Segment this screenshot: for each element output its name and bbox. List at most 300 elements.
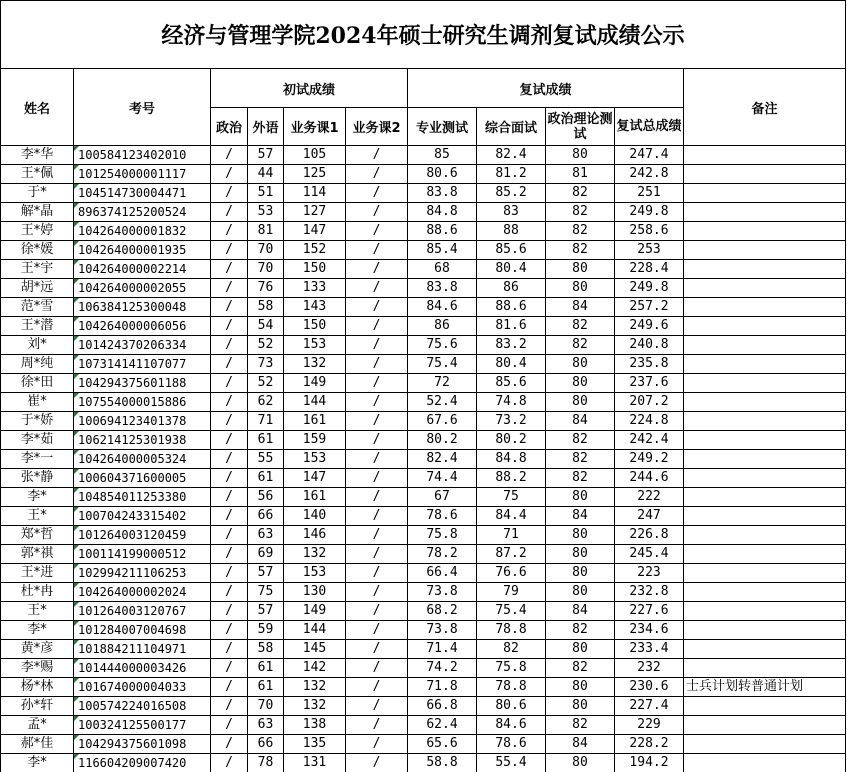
cell-course2[interactable]: / (346, 602, 408, 621)
cell-exam-id[interactable]: 896374125200524 (74, 203, 211, 222)
cell-politics-theory[interactable]: 81 (546, 165, 615, 184)
cell-course1[interactable]: 131 (284, 754, 346, 772)
cell-politics[interactable]: / (211, 298, 248, 317)
cell-name[interactable]: 杨*林 (1, 678, 74, 697)
cell-course2[interactable]: / (346, 222, 408, 241)
cell-language[interactable]: 61 (248, 678, 284, 697)
cell-politics-theory[interactable]: 80 (546, 488, 615, 507)
cell-professional-test[interactable]: 67.6 (408, 412, 477, 431)
cell-course1[interactable]: 132 (284, 355, 346, 374)
cell-course2[interactable]: / (346, 279, 408, 298)
cell-politics-theory[interactable]: 80 (546, 260, 615, 279)
cell-retest-total[interactable]: 240.8 (615, 336, 684, 355)
cell-politics-theory[interactable]: 82 (546, 469, 615, 488)
cell-interview[interactable]: 84.8 (477, 450, 546, 469)
cell-language[interactable]: 54 (248, 317, 284, 336)
cell-exam-id[interactable]: 101674000004033 (74, 678, 211, 697)
cell-language[interactable]: 70 (248, 697, 284, 716)
cell-note[interactable] (684, 735, 846, 754)
cell-note[interactable] (684, 488, 846, 507)
cell-interview[interactable]: 75.4 (477, 602, 546, 621)
cell-course1[interactable]: 130 (284, 583, 346, 602)
cell-politics[interactable]: / (211, 412, 248, 431)
cell-exam-id[interactable]: 106384125300048 (74, 298, 211, 317)
cell-politics-theory[interactable]: 80 (546, 279, 615, 298)
cell-name[interactable]: 刘* (1, 336, 74, 355)
cell-course1[interactable]: 153 (284, 564, 346, 583)
cell-exam-id[interactable]: 104264000005324 (74, 450, 211, 469)
cell-politics[interactable]: / (211, 241, 248, 260)
cell-name[interactable]: 郑*哲 (1, 526, 74, 545)
cell-name[interactable]: 胡*远 (1, 279, 74, 298)
cell-language[interactable]: 66 (248, 507, 284, 526)
cell-politics[interactable]: / (211, 374, 248, 393)
cell-retest-total[interactable]: 226.8 (615, 526, 684, 545)
cell-exam-id[interactable]: 100574224016508 (74, 697, 211, 716)
cell-exam-id[interactable]: 100604371600005 (74, 469, 211, 488)
cell-politics[interactable]: / (211, 450, 248, 469)
cell-course1[interactable]: 127 (284, 203, 346, 222)
cell-exam-id[interactable]: 104294375601188 (74, 374, 211, 393)
cell-professional-test[interactable]: 78.6 (408, 507, 477, 526)
cell-politics-theory[interactable]: 80 (546, 526, 615, 545)
cell-exam-id[interactable]: 101884211104971 (74, 640, 211, 659)
cell-note[interactable] (684, 355, 846, 374)
cell-exam-id[interactable]: 100324125500177 (74, 716, 211, 735)
cell-politics[interactable]: / (211, 507, 248, 526)
cell-course1[interactable]: 159 (284, 431, 346, 450)
cell-course2[interactable]: / (346, 184, 408, 203)
cell-retest-total[interactable]: 237.6 (615, 374, 684, 393)
cell-course2[interactable]: / (346, 507, 408, 526)
cell-course1[interactable]: 140 (284, 507, 346, 526)
cell-professional-test[interactable]: 75.4 (408, 355, 477, 374)
cell-language[interactable]: 70 (248, 260, 284, 279)
cell-politics[interactable]: / (211, 146, 248, 165)
cell-name[interactable]: 王* (1, 507, 74, 526)
cell-politics[interactable]: / (211, 165, 248, 184)
cell-interview[interactable]: 79 (477, 583, 546, 602)
cell-politics[interactable]: / (211, 336, 248, 355)
cell-language[interactable]: 59 (248, 621, 284, 640)
cell-politics-theory[interactable]: 82 (546, 659, 615, 678)
cell-name[interactable]: 王*宇 (1, 260, 74, 279)
cell-name[interactable]: 张*静 (1, 469, 74, 488)
cell-course1[interactable]: 161 (284, 412, 346, 431)
cell-exam-id[interactable]: 116604209007420 (74, 754, 211, 772)
cell-course2[interactable]: / (346, 412, 408, 431)
cell-name[interactable]: 王* (1, 602, 74, 621)
cell-language[interactable]: 61 (248, 431, 284, 450)
cell-politics[interactable]: / (211, 260, 248, 279)
cell-politics-theory[interactable]: 82 (546, 241, 615, 260)
cell-interview[interactable]: 88.6 (477, 298, 546, 317)
cell-name[interactable]: 黄*彦 (1, 640, 74, 659)
cell-language[interactable]: 63 (248, 526, 284, 545)
cell-name[interactable]: 徐*田 (1, 374, 74, 393)
cell-exam-id[interactable]: 104264000001935 (74, 241, 211, 260)
cell-language[interactable]: 66 (248, 735, 284, 754)
cell-politics[interactable]: / (211, 659, 248, 678)
cell-course2[interactable]: / (346, 355, 408, 374)
cell-language[interactable]: 44 (248, 165, 284, 184)
cell-exam-id[interactable]: 101424370206334 (74, 336, 211, 355)
cell-note[interactable] (684, 222, 846, 241)
cell-exam-id[interactable]: 101254000001117 (74, 165, 211, 184)
cell-politics[interactable]: / (211, 526, 248, 545)
cell-course1[interactable]: 147 (284, 469, 346, 488)
cell-exam-id[interactable]: 104264000001832 (74, 222, 211, 241)
cell-language[interactable]: 61 (248, 659, 284, 678)
cell-exam-id[interactable]: 100584123402010 (74, 146, 211, 165)
cell-note[interactable] (684, 602, 846, 621)
cell-course2[interactable]: / (346, 583, 408, 602)
cell-exam-id[interactable]: 100694123401378 (74, 412, 211, 431)
cell-note[interactable] (684, 716, 846, 735)
cell-course1[interactable]: 105 (284, 146, 346, 165)
cell-note[interactable] (684, 640, 846, 659)
cell-note[interactable] (684, 317, 846, 336)
cell-professional-test[interactable]: 71.4 (408, 640, 477, 659)
cell-exam-id[interactable]: 104264000002024 (74, 583, 211, 602)
cell-note[interactable] (684, 241, 846, 260)
cell-name[interactable]: 徐*媛 (1, 241, 74, 260)
cell-exam-id[interactable]: 104264000002055 (74, 279, 211, 298)
cell-course2[interactable]: / (346, 564, 408, 583)
cell-course1[interactable]: 153 (284, 450, 346, 469)
cell-interview[interactable]: 88.2 (477, 469, 546, 488)
cell-politics-theory[interactable]: 80 (546, 146, 615, 165)
cell-professional-test[interactable]: 68 (408, 260, 477, 279)
cell-exam-id[interactable]: 101444000003426 (74, 659, 211, 678)
cell-note[interactable] (684, 431, 846, 450)
cell-course2[interactable]: / (346, 754, 408, 772)
cell-politics-theory[interactable]: 80 (546, 678, 615, 697)
cell-course2[interactable]: / (346, 716, 408, 735)
cell-note[interactable] (684, 526, 846, 545)
cell-exam-id[interactable]: 106214125301938 (74, 431, 211, 450)
cell-language[interactable]: 75 (248, 583, 284, 602)
cell-interview[interactable]: 73.2 (477, 412, 546, 431)
cell-interview[interactable]: 80.4 (477, 355, 546, 374)
cell-exam-id[interactable]: 107314141107077 (74, 355, 211, 374)
cell-note[interactable] (684, 697, 846, 716)
cell-interview[interactable]: 76.6 (477, 564, 546, 583)
cell-interview[interactable]: 83 (477, 203, 546, 222)
cell-name[interactable]: 王*婷 (1, 222, 74, 241)
cell-politics[interactable]: / (211, 583, 248, 602)
cell-course1[interactable]: 114 (284, 184, 346, 203)
cell-note[interactable] (684, 393, 846, 412)
cell-course2[interactable]: / (346, 393, 408, 412)
cell-course1[interactable]: 138 (284, 716, 346, 735)
cell-professional-test[interactable]: 82.4 (408, 450, 477, 469)
cell-course1[interactable]: 143 (284, 298, 346, 317)
cell-interview[interactable]: 78.8 (477, 621, 546, 640)
cell-note[interactable] (684, 165, 846, 184)
cell-exam-id[interactable]: 101284007004698 (74, 621, 211, 640)
cell-note[interactable] (684, 184, 846, 203)
cell-retest-total[interactable]: 207.2 (615, 393, 684, 412)
cell-language[interactable]: 69 (248, 545, 284, 564)
cell-politics-theory[interactable]: 80 (546, 583, 615, 602)
cell-course1[interactable]: 144 (284, 621, 346, 640)
cell-language[interactable]: 63 (248, 716, 284, 735)
cell-note[interactable] (684, 203, 846, 222)
cell-name[interactable]: 杜*冉 (1, 583, 74, 602)
cell-retest-total[interactable]: 228.4 (615, 260, 684, 279)
cell-exam-id[interactable]: 100704243315402 (74, 507, 211, 526)
cell-politics-theory[interactable]: 82 (546, 621, 615, 640)
cell-course1[interactable]: 150 (284, 317, 346, 336)
cell-politics[interactable]: / (211, 279, 248, 298)
cell-language[interactable]: 58 (248, 640, 284, 659)
cell-professional-test[interactable]: 85 (408, 146, 477, 165)
cell-language[interactable]: 62 (248, 393, 284, 412)
cell-politics-theory[interactable]: 82 (546, 336, 615, 355)
cell-interview[interactable]: 85.6 (477, 374, 546, 393)
cell-retest-total[interactable]: 251 (615, 184, 684, 203)
cell-politics[interactable]: / (211, 678, 248, 697)
cell-course1[interactable]: 150 (284, 260, 346, 279)
cell-name[interactable]: 王*潜 (1, 317, 74, 336)
cell-name[interactable]: 郝*佳 (1, 735, 74, 754)
cell-exam-id[interactable]: 100114199000512 (74, 545, 211, 564)
cell-name[interactable]: 李*一 (1, 450, 74, 469)
cell-politics[interactable]: / (211, 393, 248, 412)
cell-course1[interactable]: 149 (284, 374, 346, 393)
cell-politics-theory[interactable]: 84 (546, 735, 615, 754)
cell-note[interactable] (684, 507, 846, 526)
cell-exam-id[interactable]: 107554000015886 (74, 393, 211, 412)
cell-professional-test[interactable]: 75.6 (408, 336, 477, 355)
cell-note[interactable]: 士兵计划转普通计划 (684, 678, 846, 697)
cell-professional-test[interactable]: 74.4 (408, 469, 477, 488)
cell-course1[interactable]: 144 (284, 393, 346, 412)
cell-course2[interactable]: / (346, 298, 408, 317)
cell-language[interactable]: 51 (248, 184, 284, 203)
cell-course2[interactable]: / (346, 526, 408, 545)
cell-language[interactable]: 55 (248, 450, 284, 469)
cell-course2[interactable]: / (346, 165, 408, 184)
cell-exam-id[interactable]: 102994211106253 (74, 564, 211, 583)
cell-professional-test[interactable]: 83.8 (408, 279, 477, 298)
cell-interview[interactable]: 81.2 (477, 165, 546, 184)
cell-course1[interactable]: 161 (284, 488, 346, 507)
cell-exam-id[interactable]: 101264003120459 (74, 526, 211, 545)
cell-exam-id[interactable]: 104854011253380 (74, 488, 211, 507)
cell-politics-theory[interactable]: 82 (546, 716, 615, 735)
cell-course2[interactable]: / (346, 317, 408, 336)
cell-professional-test[interactable]: 66.8 (408, 697, 477, 716)
cell-course2[interactable]: / (346, 469, 408, 488)
cell-course1[interactable]: 132 (284, 697, 346, 716)
cell-interview[interactable]: 87.2 (477, 545, 546, 564)
cell-retest-total[interactable]: 235.8 (615, 355, 684, 374)
cell-retest-total[interactable]: 258.6 (615, 222, 684, 241)
cell-course2[interactable]: / (346, 374, 408, 393)
cell-politics[interactable]: / (211, 203, 248, 222)
cell-interview[interactable]: 84.4 (477, 507, 546, 526)
cell-course1[interactable]: 145 (284, 640, 346, 659)
cell-politics-theory[interactable]: 82 (546, 184, 615, 203)
cell-course1[interactable]: 132 (284, 678, 346, 697)
cell-professional-test[interactable]: 75.8 (408, 526, 477, 545)
cell-course1[interactable]: 142 (284, 659, 346, 678)
cell-retest-total[interactable]: 232.8 (615, 583, 684, 602)
cell-professional-test[interactable]: 71.8 (408, 678, 477, 697)
cell-politics-theory[interactable]: 80 (546, 393, 615, 412)
cell-politics-theory[interactable]: 80 (546, 564, 615, 583)
cell-course1[interactable]: 149 (284, 602, 346, 621)
cell-politics[interactable]: / (211, 469, 248, 488)
cell-language[interactable]: 52 (248, 374, 284, 393)
cell-note[interactable] (684, 469, 846, 488)
cell-course1[interactable]: 132 (284, 545, 346, 564)
cell-course2[interactable]: / (346, 260, 408, 279)
cell-professional-test[interactable]: 62.4 (408, 716, 477, 735)
cell-language[interactable]: 73 (248, 355, 284, 374)
cell-retest-total[interactable]: 245.4 (615, 545, 684, 564)
cell-language[interactable]: 76 (248, 279, 284, 298)
cell-course1[interactable]: 135 (284, 735, 346, 754)
cell-note[interactable] (684, 374, 846, 393)
cell-name[interactable]: 王*佩 (1, 165, 74, 184)
cell-name[interactable]: 李* (1, 754, 74, 772)
cell-politics-theory[interactable]: 80 (546, 545, 615, 564)
cell-professional-test[interactable]: 66.4 (408, 564, 477, 583)
cell-politics[interactable]: / (211, 716, 248, 735)
cell-course2[interactable]: / (346, 697, 408, 716)
cell-professional-test[interactable]: 78.2 (408, 545, 477, 564)
cell-politics-theory[interactable]: 80 (546, 754, 615, 772)
cell-language[interactable]: 78 (248, 754, 284, 772)
cell-professional-test[interactable]: 83.8 (408, 184, 477, 203)
cell-retest-total[interactable]: 224.8 (615, 412, 684, 431)
cell-politics-theory[interactable]: 84 (546, 298, 615, 317)
cell-politics[interactable]: / (211, 431, 248, 450)
cell-politics[interactable]: / (211, 317, 248, 336)
cell-professional-test[interactable]: 80.2 (408, 431, 477, 450)
cell-interview[interactable]: 80.2 (477, 431, 546, 450)
cell-course2[interactable]: / (346, 735, 408, 754)
cell-language[interactable]: 57 (248, 602, 284, 621)
cell-retest-total[interactable]: 228.2 (615, 735, 684, 754)
cell-course2[interactable]: / (346, 678, 408, 697)
cell-interview[interactable]: 75.8 (477, 659, 546, 678)
cell-politics-theory[interactable]: 82 (546, 450, 615, 469)
cell-note[interactable] (684, 754, 846, 772)
cell-politics[interactable]: / (211, 735, 248, 754)
cell-professional-test[interactable]: 65.6 (408, 735, 477, 754)
cell-note[interactable] (684, 583, 846, 602)
cell-language[interactable]: 70 (248, 241, 284, 260)
cell-professional-test[interactable]: 84.6 (408, 298, 477, 317)
cell-professional-test[interactable]: 68.2 (408, 602, 477, 621)
cell-retest-total[interactable]: 257.2 (615, 298, 684, 317)
cell-interview[interactable]: 85.2 (477, 184, 546, 203)
cell-language[interactable]: 58 (248, 298, 284, 317)
cell-politics-theory[interactable]: 84 (546, 507, 615, 526)
cell-name[interactable]: 崔* (1, 393, 74, 412)
cell-name[interactable]: 郭*祺 (1, 545, 74, 564)
cell-exam-id[interactable]: 104264000006056 (74, 317, 211, 336)
cell-professional-test[interactable]: 73.8 (408, 583, 477, 602)
cell-note[interactable] (684, 545, 846, 564)
cell-interview[interactable]: 75 (477, 488, 546, 507)
cell-course1[interactable]: 147 (284, 222, 346, 241)
cell-language[interactable]: 57 (248, 146, 284, 165)
cell-politics[interactable]: / (211, 564, 248, 583)
cell-language[interactable]: 52 (248, 336, 284, 355)
cell-retest-total[interactable]: 222 (615, 488, 684, 507)
cell-name[interactable]: 于* (1, 184, 74, 203)
cell-professional-test[interactable]: 52.4 (408, 393, 477, 412)
cell-professional-test[interactable]: 85.4 (408, 241, 477, 260)
cell-professional-test[interactable]: 74.2 (408, 659, 477, 678)
cell-name[interactable]: 李*华 (1, 146, 74, 165)
cell-politics[interactable]: / (211, 222, 248, 241)
cell-course1[interactable]: 153 (284, 336, 346, 355)
cell-language[interactable]: 57 (248, 564, 284, 583)
cell-retest-total[interactable]: 227.4 (615, 697, 684, 716)
cell-interview[interactable]: 80.4 (477, 260, 546, 279)
cell-course2[interactable]: / (346, 146, 408, 165)
cell-interview[interactable]: 83.2 (477, 336, 546, 355)
cell-interview[interactable]: 74.8 (477, 393, 546, 412)
cell-politics[interactable]: / (211, 545, 248, 564)
cell-politics[interactable]: / (211, 754, 248, 772)
cell-note[interactable] (684, 450, 846, 469)
cell-name[interactable]: 李*茹 (1, 431, 74, 450)
cell-language[interactable]: 53 (248, 203, 284, 222)
cell-course2[interactable]: / (346, 431, 408, 450)
cell-politics-theory[interactable]: 80 (546, 355, 615, 374)
cell-note[interactable] (684, 412, 846, 431)
cell-exam-id[interactable]: 101264003120767 (74, 602, 211, 621)
cell-politics-theory[interactable]: 82 (546, 317, 615, 336)
cell-interview[interactable]: 85.6 (477, 241, 546, 260)
cell-politics-theory[interactable]: 80 (546, 697, 615, 716)
cell-professional-test[interactable]: 73.8 (408, 621, 477, 640)
cell-course2[interactable]: / (346, 621, 408, 640)
cell-politics-theory[interactable]: 84 (546, 602, 615, 621)
cell-retest-total[interactable]: 244.6 (615, 469, 684, 488)
cell-course2[interactable]: / (346, 659, 408, 678)
cell-retest-total[interactable]: 247 (615, 507, 684, 526)
cell-name[interactable]: 解*晶 (1, 203, 74, 222)
cell-name[interactable]: 范*雪 (1, 298, 74, 317)
cell-professional-test[interactable]: 80.6 (408, 165, 477, 184)
cell-professional-test[interactable]: 72 (408, 374, 477, 393)
cell-course2[interactable]: / (346, 640, 408, 659)
cell-note[interactable] (684, 564, 846, 583)
cell-note[interactable] (684, 146, 846, 165)
cell-course2[interactable]: / (346, 488, 408, 507)
cell-interview[interactable]: 78.6 (477, 735, 546, 754)
cell-interview[interactable]: 81.6 (477, 317, 546, 336)
cell-note[interactable] (684, 260, 846, 279)
cell-retest-total[interactable]: 223 (615, 564, 684, 583)
cell-name[interactable]: 李* (1, 488, 74, 507)
cell-retest-total[interactable]: 249.8 (615, 279, 684, 298)
cell-politics[interactable]: / (211, 355, 248, 374)
cell-retest-total[interactable]: 194.2 (615, 754, 684, 772)
cell-politics[interactable]: / (211, 488, 248, 507)
cell-interview[interactable]: 88 (477, 222, 546, 241)
cell-interview[interactable]: 84.6 (477, 716, 546, 735)
cell-course1[interactable]: 146 (284, 526, 346, 545)
